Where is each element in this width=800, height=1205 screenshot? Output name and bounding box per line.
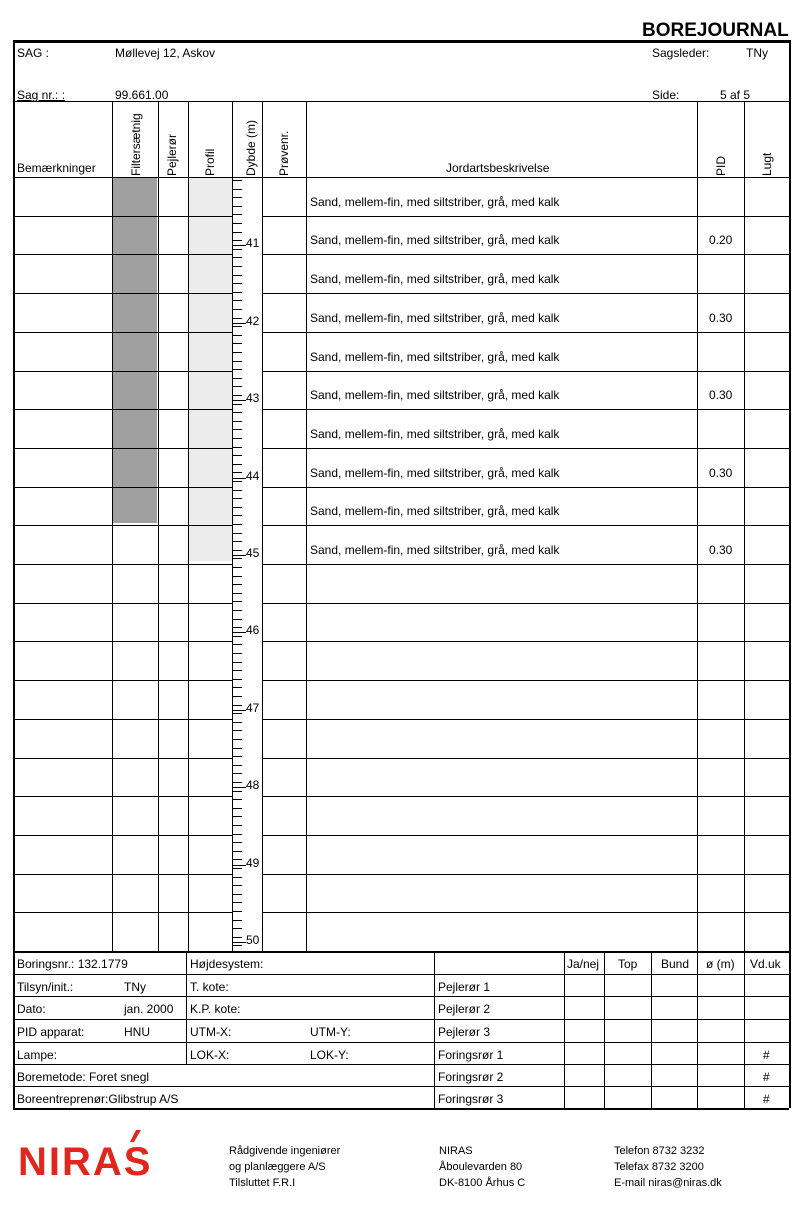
depth-tick (232, 283, 242, 284)
grid-line (262, 564, 789, 565)
depth-major-tick (232, 710, 246, 711)
depth-tick (232, 816, 242, 817)
depth-tick (232, 232, 242, 233)
grid-line (13, 796, 232, 797)
grid-line (262, 835, 789, 836)
depth-tick (232, 240, 242, 241)
footer-line: Rådgivende ingeniører (229, 1145, 341, 1157)
tilsyn-label: Tilsyn/init.: (17, 980, 74, 994)
depth-tick (232, 825, 242, 826)
grid-line (262, 487, 789, 488)
footer-line: Åboulevarden 80 (439, 1161, 523, 1173)
depth-tick (232, 902, 242, 903)
grid-line (262, 641, 789, 642)
grid-line (262, 254, 789, 255)
pipe-row-label: Foringsrør 2 (438, 1070, 504, 1084)
depth-tick (232, 584, 242, 585)
depth-tick (232, 610, 242, 611)
depth-tick (232, 670, 242, 671)
depth-label: 42 (246, 313, 260, 328)
pipe-header-vduk: Vd.uk (750, 957, 781, 971)
pid-value: 0.30 (709, 543, 733, 557)
depth-tick (232, 799, 242, 800)
filter-section (112, 177, 157, 523)
pidapp-label: PID apparat: (17, 1025, 85, 1039)
utmy: UTM-Y: (310, 1025, 351, 1039)
grid-line (651, 951, 652, 1108)
depth-major-tick (232, 787, 246, 788)
depth-major-tick (232, 400, 246, 401)
depth-tick (232, 748, 242, 749)
depth-major-tick (232, 555, 246, 556)
soil-description: Sand, mellem-fin, med siltstriber, grå, med kalk (310, 543, 560, 557)
side-value: 5 af 5 (720, 88, 751, 102)
side-label: Side: (652, 88, 680, 102)
depth-major-tick (232, 245, 246, 246)
pid-value: 0.30 (709, 388, 733, 403)
grid-line (697, 951, 698, 1108)
soil-description: Sand, mellem-fin, med siltstriber, grå, med kalk (310, 233, 560, 248)
footer-address (439, 1143, 525, 1191)
depth-major-tick (232, 942, 246, 943)
depth-tick (232, 326, 242, 327)
sagsleder-label: Sagsleder: (652, 46, 710, 60)
grid-line (13, 951, 789, 953)
depth-tick (232, 318, 242, 319)
grid-line (13, 525, 232, 526)
depth-tick (232, 593, 242, 594)
niras-logo-text: NIRAS (18, 1140, 153, 1184)
doc-title: BOREJOURNAL (642, 20, 789, 41)
grid-line (13, 758, 232, 759)
depth-tick (232, 644, 242, 645)
grid-line (262, 332, 789, 333)
depth-tick (232, 576, 242, 577)
grid-line (262, 293, 789, 294)
sag-value: Møllevej 12, Askov (115, 46, 216, 60)
sagnr-label: Sag nr.: : (17, 88, 66, 102)
soil-description: Sand, mellem-fin, med siltstriber, grå, med kalk (310, 504, 560, 519)
grid-line (262, 216, 789, 217)
depth-tick (232, 894, 242, 895)
grid-line (262, 448, 789, 449)
soil-description: Sand, mellem-fin, med siltstriber, grå, med kalk (310, 465, 560, 480)
pipe-row-vduk: # (763, 1092, 770, 1106)
depth-tick (232, 464, 242, 465)
depth-tick (232, 481, 242, 482)
pid-value: 0.20 (709, 233, 733, 248)
depth-tick (232, 550, 242, 551)
depth-tick (232, 662, 242, 663)
depth-tick (232, 928, 242, 929)
depth-tick (232, 834, 242, 835)
depth-tick (232, 447, 242, 448)
grid-line (744, 951, 745, 1108)
depth-tick (232, 352, 242, 353)
depth-tick (232, 713, 242, 714)
col-provenr: Prøvenr. (277, 130, 291, 176)
grid-line (604, 951, 605, 1108)
depth-label: 50 (246, 933, 260, 947)
grid-line (13, 974, 789, 975)
depth-tick (232, 507, 242, 508)
depth-tick (232, 309, 242, 310)
grid-line (564, 951, 565, 1108)
depth-label: 45 (246, 546, 260, 560)
depth-tick (232, 791, 242, 792)
depth-tick (232, 705, 242, 706)
pipe-header-janej: Ja/nej (567, 957, 600, 971)
col-profil: Profil (203, 148, 217, 176)
grid-line (262, 409, 789, 410)
depth-tick (232, 808, 242, 809)
depth-label: 43 (246, 391, 260, 406)
depth-tick (232, 920, 242, 921)
depth-tick (232, 696, 242, 697)
soil-description: Sand, mellem-fin, med siltstriber, grå, med kalk (310, 194, 560, 209)
depth-tick (232, 911, 242, 912)
grid-line (13, 293, 232, 294)
depth-tick (232, 601, 242, 602)
grid-line (13, 641, 232, 642)
col-pejleror: Pejlerør (165, 133, 179, 176)
depth-tick (232, 206, 242, 207)
depth-tick (232, 343, 242, 344)
depth-tick (232, 515, 242, 516)
grid-line (262, 525, 789, 526)
depth-label: 49 (246, 855, 260, 870)
grid-line (13, 719, 232, 720)
depth-major-tick (232, 323, 246, 324)
depth-tick (232, 877, 242, 878)
pidapp-value: HNU (124, 1025, 150, 1039)
depth-tick (232, 438, 242, 439)
depth-label: 47 (246, 700, 260, 715)
footer-line: og planlæggere A/S (229, 1161, 326, 1173)
col-filtersaetning: Filtersætnig (129, 113, 143, 176)
depth-tick (232, 730, 242, 731)
pipe-row-label: Foringsrør 1 (438, 1048, 504, 1062)
grid-line (13, 254, 232, 255)
pid-value: 0.30 (709, 310, 733, 325)
grid-line (13, 680, 232, 681)
col-jordart: Jordartsbeskrivelse (446, 161, 550, 175)
depth-tick (232, 765, 242, 766)
pipe-header-top: Top (618, 957, 638, 971)
depth-tick (232, 223, 242, 224)
footer-line: Telefon 8732 3232 (614, 1145, 705, 1157)
grid-line (13, 835, 232, 836)
depth-tick (232, 533, 242, 534)
depth-tick (232, 214, 242, 215)
grid-line (13, 487, 232, 488)
tilsyn-value: TNy (124, 980, 146, 994)
soil-description: Sand, mellem-fin, med siltstriber, grå, med kalk (310, 388, 560, 403)
grid-line (13, 874, 232, 875)
depth-tick (232, 627, 242, 628)
depth-tick (232, 558, 242, 559)
boreentreprenor: Boreentreprenør:Glibstrup A/S (17, 1092, 179, 1106)
grid-line (13, 1108, 789, 1110)
grid-line (262, 912, 789, 913)
grid-line (13, 40, 15, 1108)
col-bemaerkninger: Bemærkninger (17, 161, 96, 175)
dato-value: jan. 2000 (124, 1002, 174, 1016)
depth-tick (232, 524, 242, 525)
depth-tick (232, 335, 242, 336)
grid-line (13, 177, 789, 178)
grid-line (13, 1064, 789, 1065)
depth-tick (232, 472, 242, 473)
grid-line (789, 40, 791, 1108)
col-dybde: Dybde (m) (244, 119, 258, 176)
footer-line: DK-8100 Århus C (439, 1177, 526, 1189)
depth-tick (232, 567, 242, 568)
hojdesystem: Højdesystem: (190, 957, 264, 971)
depth-label: 44 (246, 468, 260, 483)
grid-line (13, 332, 232, 333)
utmx: UTM-X: (190, 1025, 232, 1039)
depth-tick (232, 756, 242, 757)
grid-line (434, 951, 435, 1108)
depth-tick (232, 722, 242, 723)
footer-line: NIRAS (439, 1145, 473, 1157)
grid-line (13, 216, 232, 217)
grid-line (13, 448, 232, 449)
depth-tick (232, 386, 242, 387)
footer-contact (614, 1143, 722, 1191)
footer-company (229, 1143, 340, 1191)
grid-line (13, 912, 232, 913)
pipe-row-vduk: # (763, 1070, 770, 1084)
depth-label: 46 (246, 623, 260, 638)
depth-tick (232, 429, 242, 430)
footer-line: Tilsluttet F.R.I (229, 1177, 296, 1189)
depth-tick (232, 541, 242, 542)
depth-tick (232, 257, 242, 258)
depth-tick (232, 421, 242, 422)
depth-tick (232, 739, 242, 740)
depth-tick (232, 619, 242, 620)
depth-tick (232, 885, 242, 886)
depth-tick (232, 636, 242, 637)
grid-line (13, 564, 232, 565)
depth-major-tick (232, 478, 246, 479)
depth-tick (232, 679, 242, 680)
grid-line (13, 40, 789, 43)
pid-value: 0.30 (709, 465, 733, 480)
profile-fill (188, 177, 232, 561)
depth-tick (232, 937, 242, 938)
pipe-row-vduk: # (763, 1048, 770, 1062)
depth-tick (232, 300, 242, 301)
depth-tick (232, 249, 242, 250)
grid-line (262, 603, 789, 604)
depth-tick (232, 412, 242, 413)
loky: LOK-Y: (310, 1048, 349, 1062)
soil-description: Sand, mellem-fin, med siltstriber, grå, med kalk (310, 426, 560, 441)
depth-tick (232, 842, 242, 843)
soil-description: Sand, mellem-fin, med siltstriber, grå, med kalk (310, 310, 560, 325)
lokx: LOK-X: (190, 1048, 230, 1062)
grid-line (13, 1086, 789, 1087)
sagnr-value: 99.661.00 (115, 88, 169, 102)
depth-tick (232, 653, 242, 654)
depth-tick (232, 868, 242, 869)
pipe-row-label: Foringsrør 3 (438, 1092, 504, 1106)
sag-label: SAG : (17, 46, 50, 60)
depth-tick (232, 945, 242, 946)
boringsnr: Boringsnr.: 132.1779 (17, 957, 128, 971)
depth-tick (232, 275, 242, 276)
depth-tick (232, 369, 242, 370)
depth-tick (232, 266, 242, 267)
depth-tick (232, 404, 242, 405)
grid-line (262, 874, 789, 875)
grid-line (13, 1042, 789, 1043)
dato-label: Dato: (17, 1002, 46, 1016)
depth-tick (232, 455, 242, 456)
depth-tick (232, 498, 242, 499)
depth-tick (232, 197, 242, 198)
pipe-row-label: Pejlerør 2 (438, 1002, 491, 1016)
pipe-row-label: Pejlerør 3 (438, 1025, 491, 1039)
depth-tick (232, 180, 242, 181)
depth-major-tick (232, 865, 246, 866)
grid-line (186, 951, 187, 1064)
grid-line (262, 680, 789, 681)
footer-line: Telefax 8732 3200 (614, 1161, 704, 1173)
grid-line (13, 101, 789, 102)
sagsleder-value: TNy (746, 46, 768, 60)
grid-line (262, 758, 789, 759)
depth-major-tick (232, 632, 246, 633)
depth-tick (232, 395, 242, 396)
kpkote: K.P. kote: (190, 1002, 241, 1016)
depth-tick (232, 859, 242, 860)
footer-line: E-mail niras@niras.dk (614, 1177, 722, 1189)
depth-tick (232, 292, 242, 293)
grid-line (262, 371, 789, 372)
depth-tick (232, 378, 242, 379)
tkote: T. kote: (190, 980, 229, 994)
boremetode: Boremetode: Foret snegl (17, 1070, 150, 1084)
depth-tick (232, 782, 242, 783)
depth-tick (232, 490, 242, 491)
soil-description: Sand, mellem-fin, med siltstriber, grå, med kalk (310, 349, 560, 364)
grid-line (13, 371, 232, 372)
grid-line (13, 1019, 789, 1020)
depth-tick (232, 687, 242, 688)
grid-line (262, 719, 789, 720)
depth-tick (232, 851, 242, 852)
col-lugt: Lugt (760, 152, 774, 176)
pipe-row-label: Pejlerør 1 (438, 980, 491, 994)
pipe-header-diameter: ø (m) (706, 957, 735, 971)
grid-line (13, 409, 232, 410)
depth-label: 48 (246, 778, 260, 793)
grid-line (13, 603, 232, 604)
pipe-header-bund: Bund (661, 957, 690, 971)
col-pid: PID (714, 155, 728, 176)
grid-line (262, 796, 789, 797)
niras-logo (18, 1128, 188, 1188)
depth-label: 41 (246, 236, 260, 251)
soil-description: Sand, mellem-fin, med siltstriber, grå, med kalk (310, 272, 560, 287)
grid-line (13, 996, 789, 997)
lampe: Lampe: (17, 1048, 58, 1062)
depth-tick (232, 773, 242, 774)
depth-tick (232, 361, 242, 362)
depth-tick (232, 189, 242, 190)
grid-line (232, 101, 233, 951)
